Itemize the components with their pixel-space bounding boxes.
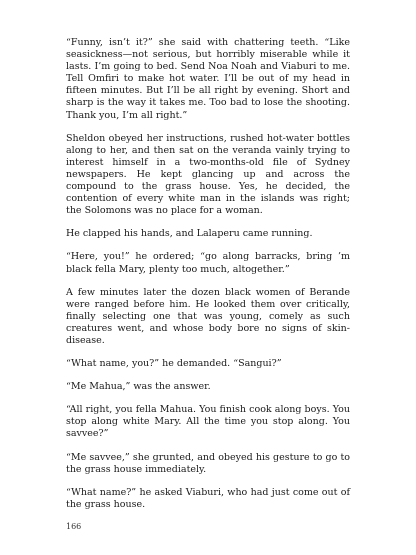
paragraph-10: “What name?” he asked Viaburi, who had just come out of the grass house. (66, 486, 350, 510)
paragraph-3: He clapped his hands, and Lalaperu came running. (66, 228, 313, 240)
paragraph-9: “Me savvee,” she grunted, and obeyed his gesture to go to the grass house immediately. (66, 451, 350, 475)
paragraph-2: Sheldon obeyed her instructions, rushed hot-water bottles along to her, and then sat on the veranda vainly trying to interest himself in a two-months-old file of Sydney newspapers. He kept glancing up and across the compound to the grass house. Yes, he decided, the contention of every white man in the islands was right; the Solomons was no place for a woman. (66, 132, 350, 217)
paragraph-5: A few minutes later the dozen black women of Berande were ranged before him. He looked them over critically, finally selecting one that was young, comely as such creatures went, and whose body bore no signs of skin-disease. (66, 286, 350, 346)
body-text (66, 37, 350, 522)
page-number: 166 (66, 522, 82, 531)
paragraph-6: “What name, you?” he demanded. “Sangui?” (66, 358, 282, 370)
paragraph-1: “Funny, isn’t it?” she said with chattering teeth. “Like seasickness—not serious, but horribly miserable while it lasts. I’m going to bed. Send Noa Noah and Viaburi to me. Tell Omfiri to make hot water. I’ll be out of my head in fifteen minutes. But I’ll be all right by evening. Short and sharp is the way it takes me. Too bad to lose the shooting. Thank you, I’m all right.” (66, 37, 350, 121)
paragraph-8: “All right, you fella Mahua. You finish cook along boys. You stop along white Mary. All the time you stop along. You savvee?” (66, 404, 350, 440)
paragraph-7: “Me Mahua,” was the answer. (66, 381, 211, 393)
paragraph-4: “Here, you!” he ordered; “go along barracks, bring ’m black fella Mary, plenty too much, altogether.” (66, 251, 350, 275)
